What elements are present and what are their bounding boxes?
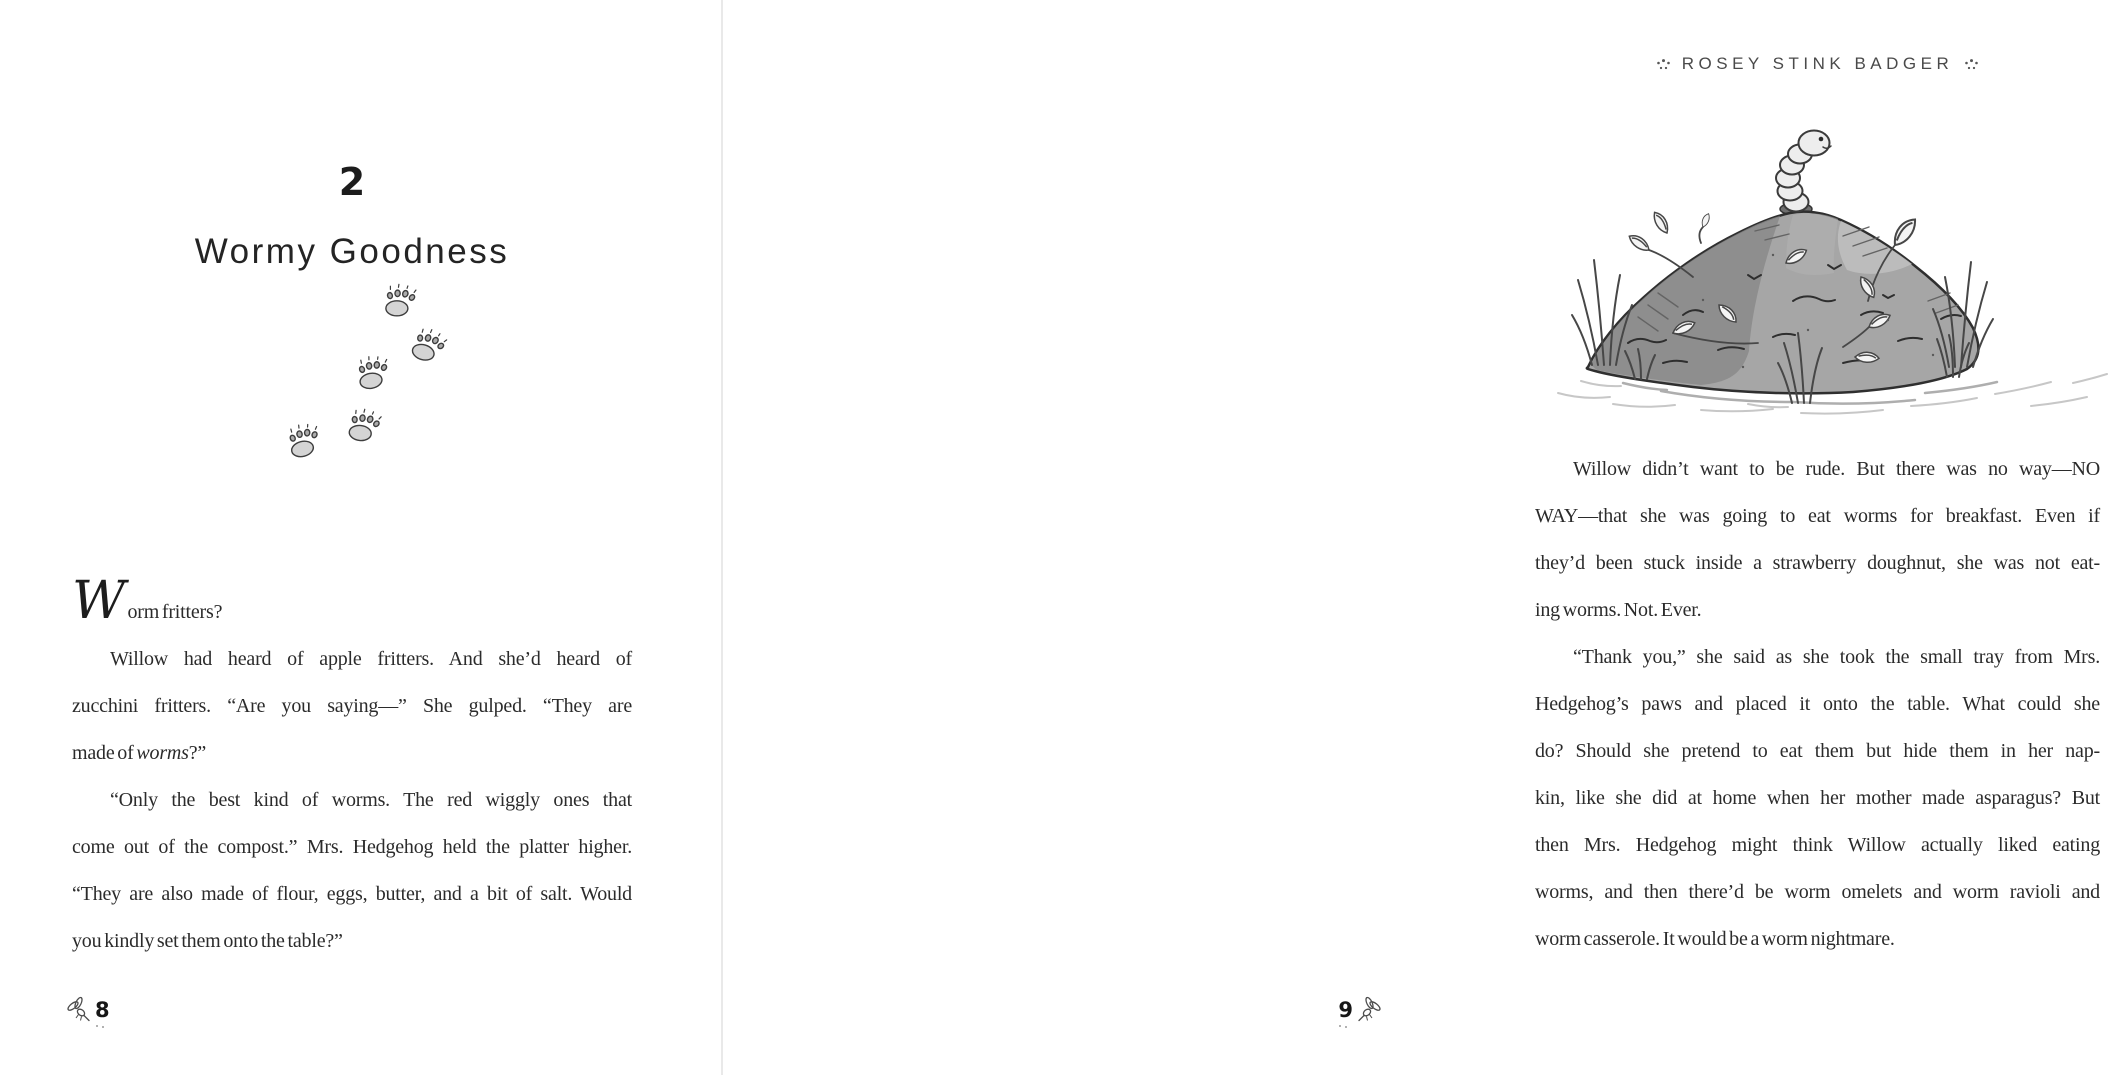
paw-dots-ornament-icon bbox=[1656, 58, 1671, 71]
text-line: WAY—that she was going to eat worms for breakfast. Even if bbox=[1535, 505, 2100, 527]
paw-print-icon bbox=[341, 404, 387, 451]
text-segment-italic: worms bbox=[136, 742, 189, 764]
text-line: ing worms. Not. Ever. bbox=[1535, 599, 1702, 621]
text-line: worm casserole. It would be a worm nightmare. bbox=[1535, 928, 1895, 950]
text-line: worms, and then there’d be worm omelets and worm ravioli and bbox=[1535, 881, 2100, 903]
text-line: come out of the compost.” Mrs. Hedgehog held the platter higher. bbox=[72, 836, 632, 858]
text-line: “Thank you,” she said as she took the small tray from Mrs. bbox=[1573, 646, 2100, 668]
text-line: they’d been stuck inside a strawberry doughnut, she was not eat- bbox=[1535, 552, 2100, 574]
text-line: Willow didn’t want to be rude. But there was no way—NO bbox=[1573, 458, 2100, 480]
text-line: do? Should she pretend to eat them but hide them in her nap- bbox=[1535, 740, 2100, 762]
fly-icon bbox=[66, 998, 90, 1022]
running-head bbox=[1535, 52, 2100, 76]
folio-right bbox=[1338, 997, 1382, 1023]
chapter-title: Wormy Goodness bbox=[194, 232, 510, 271]
running-head-text: ROSEY STINK BADGER bbox=[1681, 54, 1954, 73]
text-line: “Only the best kind of worms. The red wiggly ones that bbox=[110, 789, 632, 811]
page-number: 9 bbox=[1338, 998, 1353, 1022]
page-right bbox=[723, 0, 2100, 1075]
drop-cap: W bbox=[72, 571, 126, 631]
paw-print-icon bbox=[404, 323, 452, 372]
fly-icon bbox=[1358, 998, 1382, 1022]
text-line: you kindly set them onto the table?” bbox=[72, 930, 343, 952]
paw-print-icon bbox=[378, 280, 421, 325]
text-line: “They are also made of flour, eggs, butter, and a bit of salt. Would bbox=[72, 883, 632, 905]
text-segment: ?” bbox=[188, 742, 207, 764]
page-left bbox=[0, 0, 722, 1075]
text-segment: made of bbox=[72, 742, 137, 764]
opening-text: orm fritters? bbox=[127, 601, 223, 623]
text-line: zucchini fritters. “Are you saying—” She gulped. “They are bbox=[72, 695, 632, 717]
text-line: Hedgehog’s paws and placed it onto the table. What could she bbox=[1535, 693, 2100, 715]
text-line bbox=[72, 730, 632, 777]
text-line: then Mrs. Hedgehog might think Willow actually liked eating bbox=[1535, 834, 2100, 856]
text-line: kin, like she did at home when her mother made asparagus? But bbox=[1535, 787, 2100, 809]
folio-left bbox=[66, 997, 110, 1023]
paw-dots-ornament-icon bbox=[1964, 58, 1979, 71]
paw-print-icon bbox=[286, 423, 322, 461]
paw-print-icon bbox=[354, 354, 393, 394]
left-page-text bbox=[72, 571, 632, 965]
right-page-text bbox=[1535, 446, 2100, 963]
opening-line bbox=[72, 571, 632, 636]
worm-compost-mound-illustration bbox=[1543, 105, 2123, 420]
page-number: 8 bbox=[95, 998, 110, 1022]
chapter-number: 2 bbox=[338, 160, 366, 204]
text-line: Willow had heard of apple fritters. And she’d heard of bbox=[110, 648, 632, 670]
